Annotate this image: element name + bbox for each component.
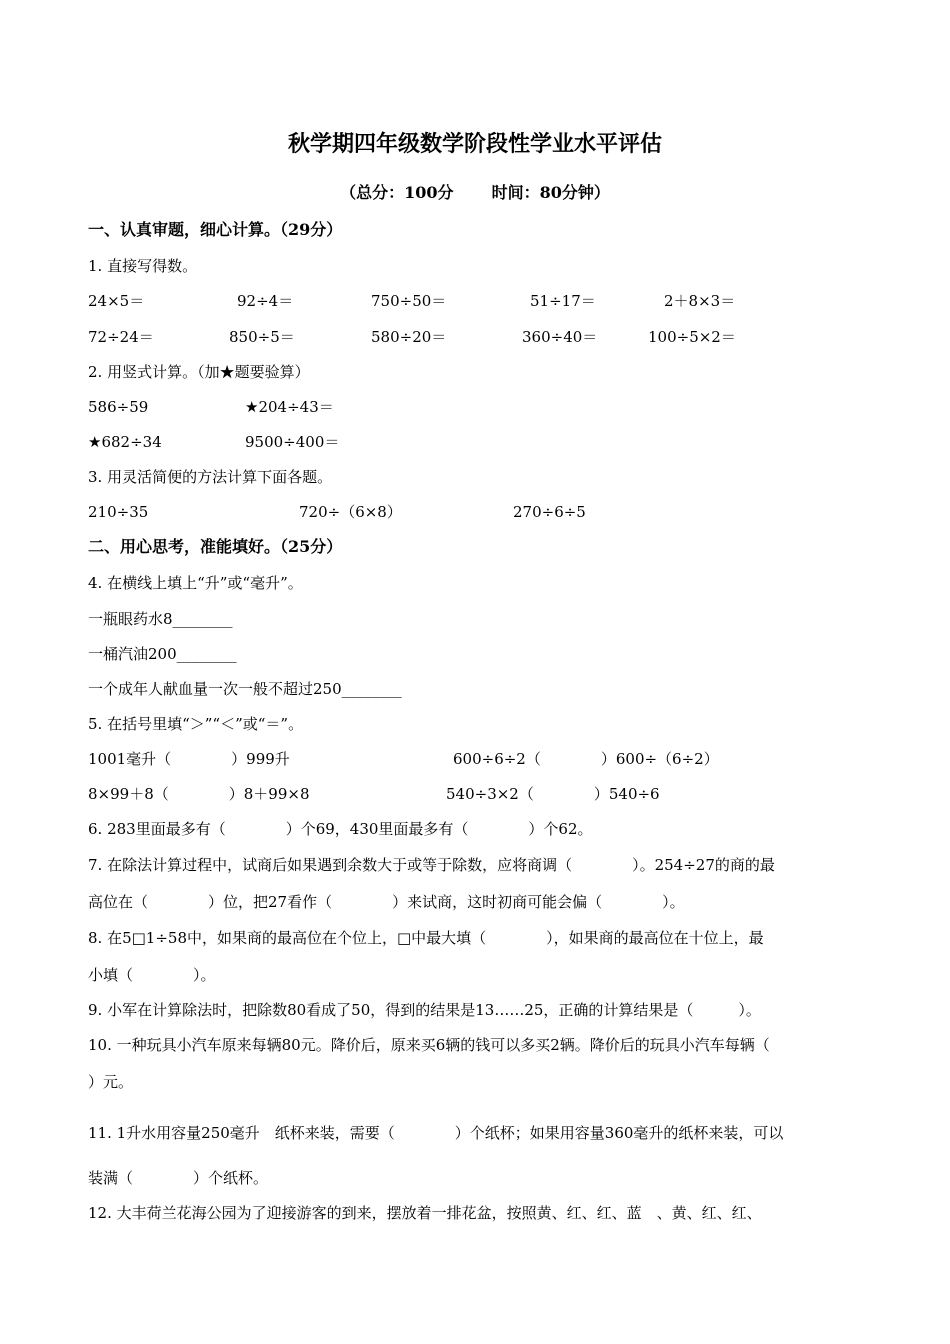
calc-item: 720÷（6×8） [299,503,402,521]
question-7-line-1: 7. 在除法计算过程中，试商后如果遇到余数大于或等于除数，应将商调（ ）。254÷27的商的最 [88,856,775,874]
compare-item: 540÷3×2（ ）540÷6 [446,785,660,803]
question-12: 12. 大丰荷兰花海公园为了迎接游客的到来，摆放着一排花盆，按照黄、红、红、蓝 、黄、红、红、 [88,1204,762,1222]
page-title: 秋学期四年级数学阶段性学业水平评估 [287,131,662,157]
exam-info [0,182,950,204]
total-score: （总分：100分 [340,183,454,202]
fill-line: 一个成年人献血量一次一般不超过250________ [88,680,402,698]
question-4-prompt: 4. 在横线上填上“升”或“毫升”。 [88,574,303,592]
question-1-prompt: 1. 直接写得数。 [88,257,198,275]
calc-item: 9500÷400＝ [245,433,340,451]
question-6: 6. 283里面最多有（ ）个69，430里面最多有（ ）个62。 [88,820,593,838]
calc-item: 210÷35 [88,503,149,521]
section-1-heading: 一、认真审题，细心计算。（29分） [88,220,343,239]
compare-item: 8×99＋8（ ）8＋99×8 [88,785,310,803]
calc-item: 580÷20＝ [371,328,447,346]
calc-item: ★682÷34 [88,433,162,451]
calc-item: 586÷59 [88,398,149,416]
question-2-prompt: 2. 用竖式计算。（加★题要验算） [88,363,310,381]
calc-item: 100÷5×2＝ [648,328,736,346]
calc-item: 2＋8×3＝ [664,292,736,310]
question-10-line-1: 10. 一种玩具小汽车原来每辆80元。降价后，原来买6辆的钱可以多买2辆。降价后的玩具小汽车每辆（ [88,1036,770,1054]
calc-item: 92÷4＝ [237,292,294,310]
compare-item: 600÷6÷2（ ）600÷（6÷2） [453,750,719,768]
question-3-prompt: 3. 用灵活简便的方法计算下面各题。 [88,468,333,486]
question-7-line-2: 高位在（ ）位，把27看作（ ）来试商，这时初商可能会偏（ ）。 [88,893,685,911]
question-5-prompt: 5. 在括号里填“＞”“＜”或“＝”。 [88,715,304,733]
calc-item: 850÷5＝ [229,328,295,346]
calc-item: 750÷50＝ [371,292,447,310]
section-2-heading: 二、用心思考，准能填好。（25分） [88,537,343,556]
question-10-line-2: ）元。 [88,1073,134,1091]
calc-item: 270÷6÷5 [513,503,586,521]
calc-item: ★204÷43＝ [245,398,334,416]
question-11-line-2: 装满（ ）个纸杯。 [88,1169,269,1187]
calc-item: 360÷40＝ [522,328,598,346]
question-8-line-1: 8. 在5□1÷58中，如果商的最高位在个位上，□中最大填（ ），如果商的最高位在十位上，最 [88,929,764,947]
calc-item: 72÷24＝ [88,328,154,346]
fill-line: 一桶汽油200________ [88,645,237,663]
calc-item: 24×5＝ [88,292,145,310]
fill-line: 一瓶眼药水8________ [88,610,233,628]
compare-item: 1001毫升（ ）999升 [88,750,290,768]
calc-item: 51÷17＝ [530,292,596,310]
question-8-line-2: 小填（ ）。 [88,966,216,984]
question-11-line-1: 11. 1升水用容量250毫升 纸杯来装，需要（ ）个纸杯；如果用容量360毫升的纸杯来装，可以 [88,1124,784,1142]
exam-time: 时间：80分钟） [491,183,610,202]
question-9: 9. 小军在计算除法时，把除数80看成了50，得到的结果是13……25，正确的计算结果是（ ）。 [88,1001,761,1019]
